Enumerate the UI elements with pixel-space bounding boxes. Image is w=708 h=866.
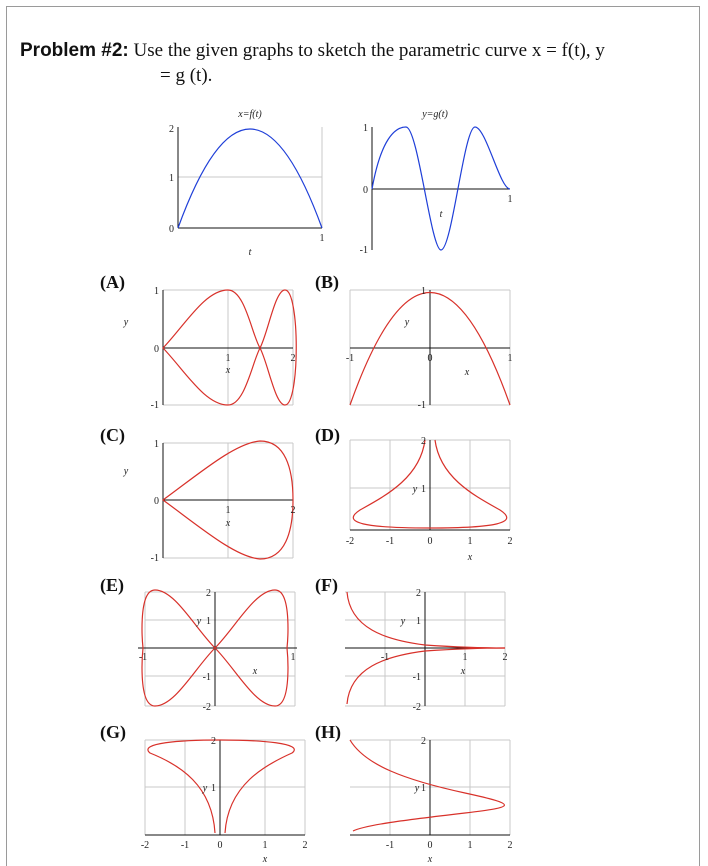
option-e-tick-4: -2 — [202, 702, 211, 713]
graph-f-tick-x-1: 1 — [319, 233, 325, 244]
option-f-tick-6: 1 — [462, 652, 468, 663]
graph-g-tick-x-1: 1 — [507, 194, 513, 205]
graph-f-axis-label: t — [248, 247, 252, 258]
option-b-xlabel: x — [464, 367, 470, 378]
option-f-tick-1: 2 — [416, 588, 421, 599]
graph-f-curve — [178, 129, 322, 228]
option-h-tick-4: 0 — [427, 840, 433, 851]
option-h-graph[interactable] — [345, 735, 515, 865]
option-g-tick-5: 0 — [217, 840, 223, 851]
option-e-grid — [145, 592, 295, 706]
problem-text-line2: = g (t). — [160, 65, 213, 86]
option-f-tick-3: -1 — [412, 672, 421, 683]
option-e-tick-5: -1 — [138, 652, 148, 663]
option-b-tick-4: 1 — [507, 353, 513, 364]
given-graph-g — [355, 105, 525, 265]
graph-f-tick-y-1: 1 — [169, 173, 174, 184]
graph-g-tick-y-neg1: -1 — [359, 245, 368, 256]
option-d-label[interactable]: (D) — [315, 425, 340, 445]
option-g-tick-4: -1 — [180, 840, 190, 851]
option-b-tick-2: -1 — [345, 353, 355, 364]
option-c-tick-3: -1 — [150, 553, 159, 564]
option-c-ylabel: y — [123, 466, 129, 477]
option-d-graph[interactable] — [345, 438, 515, 568]
option-d-xlabel: x — [467, 552, 473, 563]
option-f-xlabel: x — [460, 666, 466, 677]
option-g-graph[interactable] — [140, 735, 315, 865]
option-g-tick-6: 1 — [262, 840, 268, 851]
graph-g-axis-label: t — [439, 209, 443, 220]
option-f-tick-5: -1 — [380, 652, 390, 663]
option-a-tick-4: 1 — [225, 353, 231, 364]
option-e-tick-2: 1 — [206, 616, 211, 627]
option-g-grid — [145, 740, 305, 835]
option-e-graph[interactable] — [135, 588, 310, 718]
option-d-tick-4: -1 — [385, 536, 395, 547]
option-b-tick-1: 1 — [421, 286, 426, 297]
graph-g-title: y=g(t) — [422, 109, 448, 120]
option-e-tick-6: 1 — [290, 652, 296, 663]
option-a-tick-1: 1 — [154, 286, 159, 297]
option-g-tick-1: 2 — [211, 736, 216, 747]
option-c-tick-4: 1 — [225, 505, 231, 516]
option-b-graph[interactable] — [345, 285, 515, 415]
problem-statement — [20, 40, 605, 62]
option-h-curve — [350, 740, 504, 831]
option-c-tick-1: 1 — [154, 439, 159, 450]
option-b-ylabel: y — [404, 317, 410, 328]
option-c-tick-5: 2 — [290, 505, 296, 516]
graph-f-title: x=f(t) — [238, 109, 262, 120]
option-d-tick-1: 2 — [421, 436, 426, 447]
option-a-tick-3: -1 — [150, 400, 159, 411]
option-e-xlabel: x — [252, 666, 258, 677]
option-g-ylabel: y — [202, 783, 208, 794]
option-h-xlabel: x — [427, 854, 433, 865]
option-d-ylabel: y — [412, 484, 418, 495]
option-e-label[interactable]: (E) — [100, 575, 124, 595]
option-b-tick-3: 0 — [427, 353, 433, 364]
option-d-tick-7: 2 — [507, 536, 513, 547]
graph-f-tick-y-2: 2 — [169, 124, 174, 135]
option-e-tick-3: -1 — [202, 672, 211, 683]
option-h-tick-3: -1 — [385, 840, 395, 851]
option-c-label[interactable]: (C) — [100, 425, 125, 445]
option-h-label[interactable]: (H) — [315, 722, 341, 742]
option-c-xlabel: x — [225, 518, 231, 529]
graph-g-tick-y-0: 0 — [363, 185, 368, 196]
option-a-label[interactable]: (A) — [100, 272, 125, 292]
option-f-tick-4: -2 — [412, 702, 421, 713]
option-c-tick-2: 0 — [154, 496, 159, 507]
given-graph-f — [160, 105, 335, 265]
option-f-tick-2: 1 — [416, 616, 421, 627]
option-a-graph[interactable] — [123, 285, 315, 415]
option-e-ylabel: y — [196, 616, 202, 627]
option-a-tick-2: 0 — [154, 344, 159, 355]
option-f-label[interactable]: (F) — [315, 575, 338, 595]
option-a-xlabel: x — [225, 365, 231, 376]
option-h-tick-1: 2 — [421, 736, 426, 747]
option-g-tick-2: 1 — [211, 783, 216, 794]
option-f-tick-7: 2 — [502, 652, 508, 663]
option-b-tick-5: -1 — [417, 400, 426, 411]
option-a-tick-5: 2 — [290, 353, 296, 364]
option-f-ylabel: y — [400, 616, 406, 627]
option-d-tick-2: 1 — [421, 484, 426, 495]
option-h-ylabel: y — [414, 783, 420, 794]
option-d-tick-3: -2 — [345, 536, 355, 547]
option-d-tick-5: 0 — [427, 536, 433, 547]
option-a-ylabel: y — [123, 317, 129, 328]
option-g-label[interactable]: (G) — [100, 722, 126, 742]
graph-f-tick-y-0: 0 — [169, 224, 174, 235]
problem-label: Problem #2: — [20, 40, 129, 61]
option-d-tick-6: 1 — [467, 536, 473, 547]
option-b-label[interactable]: (B) — [315, 272, 339, 292]
option-f-graph[interactable] — [345, 588, 515, 718]
problem-text-line1: Use the given graphs to sketch the parametric curve x = f(t), y — [133, 40, 605, 61]
option-h-tick-6: 2 — [507, 840, 513, 851]
option-h-tick-2: 1 — [421, 783, 426, 794]
option-g-xlabel: x — [262, 854, 268, 865]
option-h-tick-5: 1 — [467, 840, 473, 851]
option-g-tick-7: 2 — [302, 840, 308, 851]
option-c-graph[interactable] — [123, 438, 315, 568]
option-e-tick-1: 2 — [206, 588, 211, 599]
option-g-tick-3: -2 — [140, 840, 150, 851]
graph-g-tick-y-1: 1 — [363, 123, 368, 134]
